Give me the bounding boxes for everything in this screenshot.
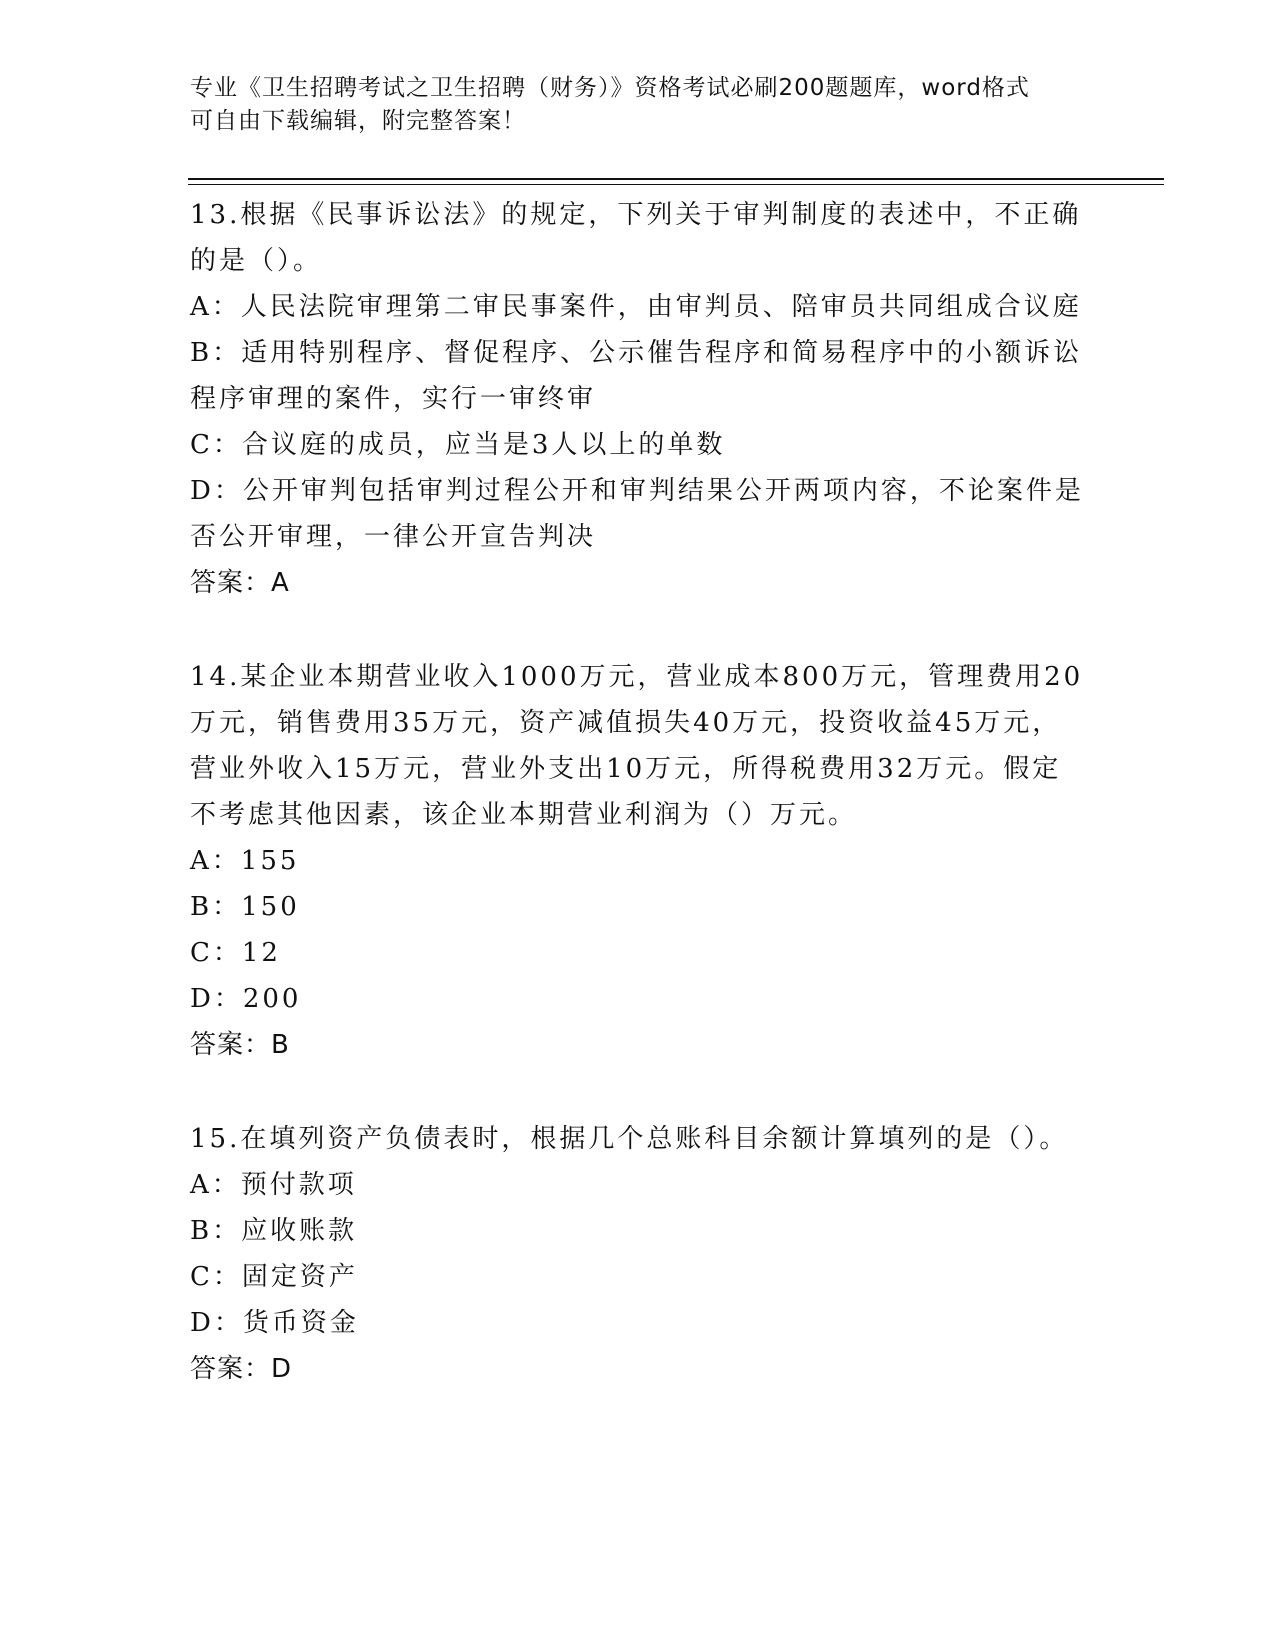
header-divider-thin	[188, 184, 1164, 185]
option-c: C：固定资产	[190, 1262, 358, 1292]
option-c: C：12	[190, 938, 281, 968]
option-a: A：155	[190, 846, 300, 876]
header-line-1: 专业《卫生招聘考试之卫生招聘（财务）》资格考试必刷200题题库，word格式	[190, 75, 1030, 101]
question-stem-line: 万元，销售费用35万元，资产减值损失40万元，投资收益45万元，	[190, 708, 1062, 738]
option-a: A：人民法院审理第二审民事案件，由审判员、陪审员共同组成合议庭	[190, 292, 1082, 322]
header-divider	[188, 178, 1164, 180]
option-a: A：预付款项	[190, 1170, 357, 1200]
question-13	[190, 192, 1090, 606]
answer-label: 答案：D	[190, 1354, 293, 1384]
question-list	[190, 192, 1090, 1440]
option-d-continued: 否公开审理，一律公开宣告判决	[190, 522, 597, 552]
option-b: B：应收账款	[190, 1216, 358, 1246]
question-stem-line: 营业外收入15万元，营业外支出10万元，所得税费用32万元。假定	[190, 754, 1062, 784]
option-d: D：200	[190, 984, 302, 1014]
question-stem-line: 的是（）。	[190, 246, 323, 276]
option-b: B：150	[190, 892, 300, 922]
question-15	[190, 1116, 1090, 1392]
question-14	[190, 654, 1090, 1068]
question-stem-line: 14.某企业本期营业收入1000万元，营业成本800万元，管理费用20	[190, 662, 1084, 692]
document-header	[190, 72, 1090, 138]
answer-label: 答案：A	[190, 568, 290, 598]
question-stem-line: 15.在填列资产负债表时，根据几个总账科目余额计算填列的是（）。	[190, 1124, 1069, 1154]
answer-label: 答案：B	[190, 1030, 290, 1060]
option-d: D：公开审判包括审判过程公开和审判结果公开两项内容，不论案件是	[190, 476, 1084, 506]
option-b-continued: 程序审理的案件，实行一审终审	[190, 384, 597, 414]
question-stem-line: 不考虑其他因素，该企业本期营业利润为（）万元。	[190, 800, 858, 830]
option-c: C：合议庭的成员，应当是3人以上的单数	[190, 430, 726, 460]
option-d: D：货币资金	[190, 1308, 359, 1338]
header-line-2: 可自由下载编辑，附完整答案！	[190, 108, 526, 134]
question-stem-line: 13.根据《民事诉讼法》的规定，下列关于审判制度的表述中，不正确	[190, 200, 1082, 230]
option-b: B：适用特别程序、督促程序、公示催告程序和简易程序中的小额诉讼	[190, 338, 1083, 368]
